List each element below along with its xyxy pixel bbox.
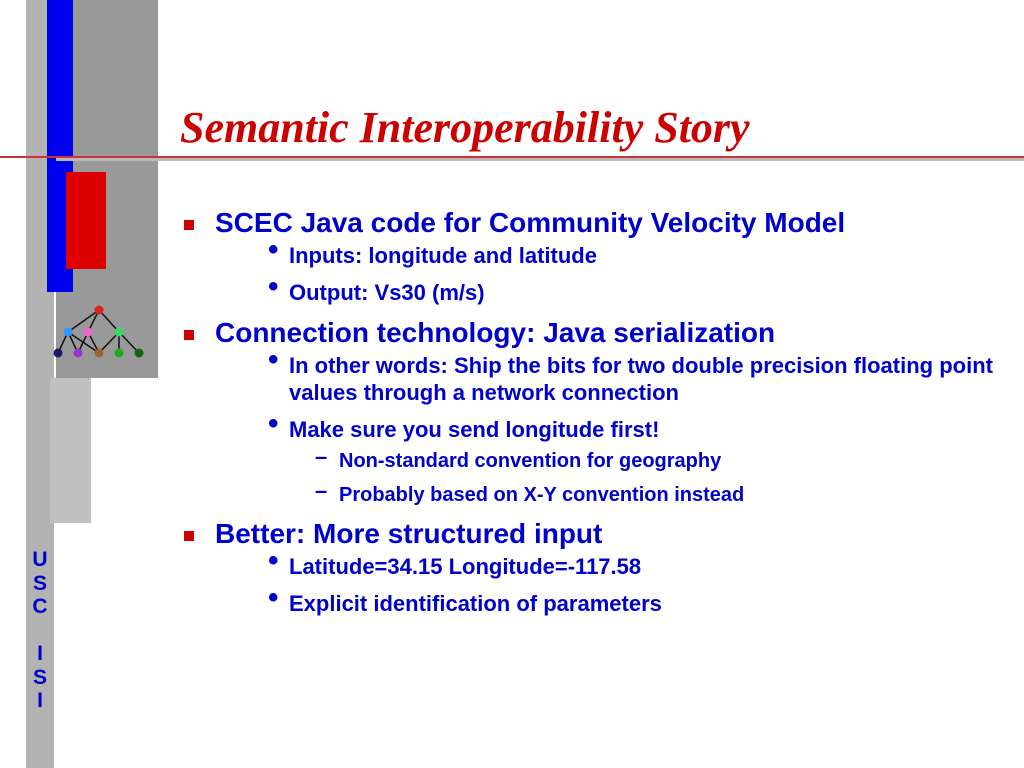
dash-bullet-icon: – <box>315 478 328 503</box>
sub-sub-bullet-item <box>215 478 1014 507</box>
vertical-letter-spacer <box>28 619 52 643</box>
sub-bullet-item <box>215 544 1014 580</box>
page-title: Semantic Interoperability Story <box>180 103 750 152</box>
bullet-text: SCEC Java code for Community Velocity Model <box>215 207 846 238</box>
tree-network-icon <box>46 300 152 362</box>
sub-bullet-item <box>215 343 1014 406</box>
sub-bullet-list <box>215 544 1014 617</box>
sub-bullet-text: Latitude=34.15 Longitude=-117.58 <box>289 554 642 579</box>
bullet-item <box>184 206 1014 306</box>
bullet-item <box>184 316 1014 507</box>
sub-sub-bullet-item <box>215 444 1014 473</box>
sub-bullet-item <box>215 233 1014 269</box>
sub-bullet-text: Explicit identification of parameters <box>289 591 662 616</box>
title-underline-shadow <box>56 158 1024 161</box>
square-bullet-icon <box>184 531 194 541</box>
dot-bullet-icon: • <box>268 343 279 376</box>
decor-bar-red <box>66 172 106 269</box>
square-bullet-icon <box>184 330 194 340</box>
sub-bullet-item <box>215 407 1014 507</box>
square-bullet-icon <box>184 220 194 230</box>
sub-bullet-text: Inputs: longitude and latitude <box>289 243 597 268</box>
bullet-text: Better: More structured input <box>215 518 603 549</box>
decor-bar-light-gray <box>50 378 91 523</box>
vertical-letter: U <box>32 548 48 571</box>
sub-bullet-list <box>215 343 1014 507</box>
bullet-item <box>184 517 1014 617</box>
sub-bullet-text: Output: Vs30 (m/s) <box>289 280 485 305</box>
dot-bullet-icon: • <box>268 581 279 614</box>
sub-bullet-item <box>215 581 1014 617</box>
bullet-list <box>184 206 1014 627</box>
vertical-letter: I <box>37 642 43 665</box>
vertical-letter: S <box>32 665 47 689</box>
dot-bullet-icon: • <box>268 233 279 266</box>
sub-bullet-item <box>215 270 1014 306</box>
dot-bullet-icon: • <box>268 544 279 577</box>
dot-bullet-icon: • <box>268 270 279 303</box>
dot-bullet-icon: • <box>268 407 279 440</box>
sub-bullet-text: Make sure you send longitude first! <box>289 417 660 442</box>
sub-sub-bullet-text: Probably based on X-Y convention instead <box>339 484 745 506</box>
sub-bullet-list <box>215 233 1014 306</box>
vertical-letter: C <box>32 595 48 618</box>
sub-sub-bullet-list <box>215 444 1014 507</box>
sub-sub-bullet-text: Non-standard convention for geography <box>339 450 722 472</box>
vertical-letter: I <box>37 689 43 712</box>
vertical-label-usc-isi <box>28 548 52 713</box>
vertical-letter: S <box>32 571 47 595</box>
bullet-text: Connection technology: Java serialization <box>215 317 776 348</box>
dash-bullet-icon: – <box>315 444 328 469</box>
sub-bullet-text: In other words: Ship the bits for two double precision floating point values through a network connection <box>289 353 993 405</box>
